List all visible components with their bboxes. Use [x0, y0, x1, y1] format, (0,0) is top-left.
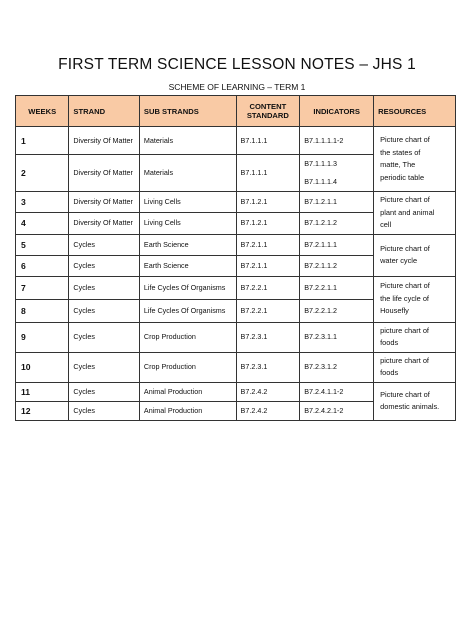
resource-line: Picture chart of	[380, 243, 430, 253]
cell-sub-strand: Crop Production	[139, 352, 236, 382]
header-strand: STRAND	[69, 96, 139, 127]
indicator-code: B7.1.1.1.3	[304, 159, 337, 168]
cell-indicators	[300, 276, 374, 299]
cell-strand: Cycles	[69, 352, 139, 382]
indicator-code: B7.2.2.1.1	[304, 282, 337, 292]
table-row	[16, 192, 456, 213]
cell-sub-strand: Earth Science	[139, 234, 236, 255]
cell-indicators	[300, 322, 374, 352]
cell-week: 7	[16, 276, 69, 299]
cell-sub-strand: Living Cells	[139, 213, 236, 234]
cell-content-standard: B7.1.2.1	[236, 192, 300, 213]
cell-content-standard: B7.2.2.1	[236, 299, 300, 322]
cell-sub-strand: Living Cells	[139, 192, 236, 213]
cell-indicators	[300, 155, 374, 192]
cell-resources	[374, 192, 456, 235]
cell-sub-strand: Materials	[139, 127, 236, 155]
indicator-code: B7.2.3.1.1	[304, 332, 337, 341]
resource-line: Picture chart of	[380, 281, 430, 291]
resource-line: picture chart of	[380, 355, 429, 365]
table-row	[16, 382, 456, 401]
cell-indicators	[300, 255, 374, 276]
cell-sub-strand: Earth Science	[139, 255, 236, 276]
table-body	[16, 127, 456, 421]
cell-indicators	[300, 192, 374, 213]
header-row	[16, 96, 456, 127]
cell-strand: Diversity Of Matter	[69, 127, 139, 155]
cell-content-standard: B7.1.1.1	[236, 155, 300, 192]
cell-strand: Cycles	[69, 322, 139, 352]
resource-line: Housefly	[380, 306, 409, 316]
cell-strand: Diversity Of Matter	[69, 213, 139, 234]
resource-line: plant and animal	[380, 207, 435, 217]
cell-sub-strand: Crop Production	[139, 322, 236, 352]
table-row	[16, 352, 456, 382]
cell-indicators	[300, 213, 374, 234]
indicator-code: B7.1.1.1.4	[304, 177, 337, 186]
header-weeks: WEEKS	[16, 96, 69, 127]
cell-indicators	[300, 299, 374, 322]
cell-strand: Cycles	[69, 276, 139, 299]
cell-resources	[374, 382, 456, 420]
cell-content-standard: B7.2.4.2	[236, 382, 300, 401]
cell-indicators	[300, 382, 374, 401]
cell-week: 12	[16, 401, 69, 420]
cell-indicators	[300, 127, 374, 155]
resource-line: Picture chart of	[380, 135, 430, 144]
header-sub-strands: SUB STRANDS	[139, 96, 236, 127]
cell-indicators	[300, 234, 374, 255]
indicator-code: B7.2.2.1.2	[304, 305, 337, 315]
cell-content-standard: B7.1.2.1	[236, 213, 300, 234]
cell-indicators	[300, 352, 374, 382]
cell-sub-strand: Life Cycles Of Organisms	[139, 299, 236, 322]
cell-sub-strand: Materials	[139, 155, 236, 192]
resource-line: Picture chart of	[380, 389, 430, 399]
cell-resources	[374, 322, 456, 352]
cell-indicators	[300, 401, 374, 420]
cell-week: 9	[16, 322, 69, 352]
resource-line: foods	[380, 368, 399, 377]
cell-content-standard: B7.1.1.1	[236, 127, 300, 155]
cell-strand: Diversity Of Matter	[69, 192, 139, 213]
cell-week: 5	[16, 234, 69, 255]
cell-content-standard: B7.2.4.2	[236, 401, 300, 420]
cell-strand: Cycles	[69, 255, 139, 276]
header-indicators: INDICATORS	[300, 96, 374, 127]
table-row	[16, 322, 456, 352]
cell-week: 1	[16, 127, 69, 155]
cell-sub-strand: Life Cycles Of Organisms	[139, 276, 236, 299]
cell-week: 3	[16, 192, 69, 213]
indicator-code: B7.2.1.1.2	[304, 260, 337, 270]
cell-sub-strand: Animal Production	[139, 401, 236, 420]
cell-week: 8	[16, 299, 69, 322]
cell-strand: Cycles	[69, 299, 139, 322]
cell-resources	[374, 352, 456, 382]
table-row	[16, 234, 456, 255]
cell-sub-strand: Animal Production	[139, 382, 236, 401]
cell-content-standard: B7.2.3.1	[236, 352, 300, 382]
indicator-code: B7.1.1.1.1-2	[304, 135, 344, 145]
table-row	[16, 276, 456, 299]
resource-line: matte, The	[380, 160, 416, 169]
cell-strand: Cycles	[69, 234, 139, 255]
resource-line: domestic animals.	[380, 402, 440, 411]
cell-week: 2	[16, 155, 69, 192]
cell-content-standard: B7.2.2.1	[236, 276, 300, 299]
resource-line: periodic table	[380, 172, 425, 182]
resource-line: the states of	[380, 147, 421, 157]
cell-resources	[374, 127, 456, 192]
resource-line: cell	[380, 220, 392, 229]
resource-line: water cycle	[380, 256, 418, 265]
cell-week: 6	[16, 255, 69, 276]
indicator-code: B7.2.1.1.1	[304, 239, 337, 249]
cell-content-standard: B7.2.3.1	[236, 322, 300, 352]
cell-strand: Cycles	[69, 401, 139, 420]
cell-week: 10	[16, 352, 69, 382]
cell-resources	[374, 276, 456, 322]
cell-week: 4	[16, 213, 69, 234]
scheme-table	[15, 95, 456, 421]
indicator-code: B7.1.2.1.2	[304, 218, 337, 228]
resource-line: foods	[380, 338, 399, 347]
page-title: FIRST TERM SCIENCE LESSON NOTES – JHS 1	[58, 56, 416, 73]
cell-content-standard: B7.2.1.1	[236, 255, 300, 276]
cell-content-standard: B7.2.1.1	[236, 234, 300, 255]
indicator-code: B7.2.4.1.1-2	[304, 386, 344, 396]
indicator-code: B7.1.2.1.1	[304, 197, 337, 207]
indicator-code: B7.2.3.1.2	[304, 362, 337, 371]
cell-strand: Cycles	[69, 382, 139, 401]
page-subtitle: SCHEME OF LEARNING – TERM 1	[168, 82, 306, 92]
header-resources: RESOURCES	[374, 96, 456, 127]
table-row	[16, 127, 456, 155]
resource-line: the life cycle of	[380, 293, 429, 303]
cell-resources	[374, 234, 456, 276]
cell-week: 11	[16, 382, 69, 401]
indicator-code: B7.2.4.2.1-2	[304, 405, 344, 415]
cell-strand: Diversity Of Matter	[69, 155, 139, 192]
header-content-standard: CONTENT STANDARD	[236, 96, 300, 127]
resource-line: Picture chart of	[380, 195, 430, 204]
resource-line: picture chart of	[380, 325, 429, 335]
